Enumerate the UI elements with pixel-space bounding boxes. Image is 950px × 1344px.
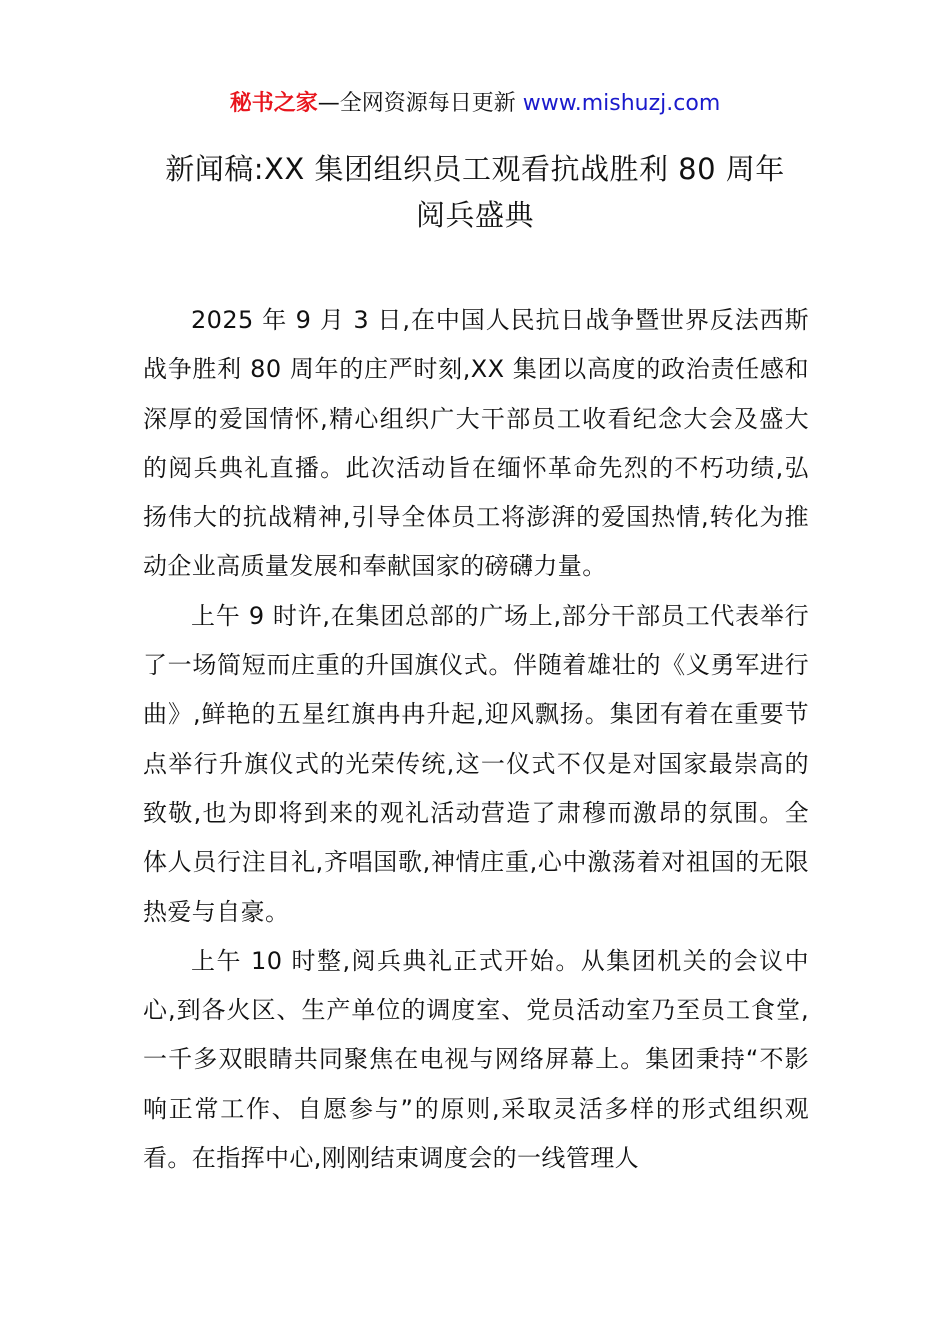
paragraph-3: 上午 10 时整,阅兵典礼正式开始。从集团机关的会议中心,到各火区、生产单位的调度室、党员活动室乃至员工食堂,一千多双眼睛共同聚焦在电视与网络屏幕上。集团秉持“不影响正常工作、自愿参与”的原则,采取灵活多样的形式组织观看。在指挥中心,刚刚结束调度会的一线管理人 [143, 946, 809, 1173]
paragraph-1: 2025 年 9 月 3 日,在中国人民抗日战争暨世界反法西斯战争胜利 80 周年的庄严时刻,XX 集团以高度的政治责任感和深厚的爱国情怀,精心组织广大干部员工收看纪念大会及盛大的阅兵典礼直播。此次活动旨在缅怀革命先烈的不朽功绩,弘扬伟大的抗战精神,引导全体员工将澎湃的爱国热情,转化为推动企业高质量发展和奉献国家的磅礴力量。 [143, 306, 809, 581]
document-body [143, 296, 809, 1183]
site-header [0, 88, 950, 120]
paragraph-2: 上午 9 时许,在集团总部的广场上,部分干部员工代表举行了一场简短而庄重的升国旗仪式。伴随着雄壮的《义勇军进行曲》,鲜艳的五星红旗冉冉升起,迎风飘扬。集团有着在重要节点举行升旗仪式的光荣传统,这一仪式不仅是对国家最崇高的致敬,也为即将到来的观礼活动营造了肃穆而激昂的氛围。全体人员行注目礼,齐唱国歌,神情庄重,心中激荡着对祖国的无限热爱与自豪。 [143, 601, 809, 926]
title-line-1: 新闻稿:XX 集团组织员工观看抗战胜利 80 周年 [165, 152, 785, 186]
document-title [100, 146, 850, 238]
title-line-2: 阅兵盛典 [415, 198, 534, 232]
site-tagline: —全网资源每日更新 [317, 91, 523, 116]
site-url-link[interactable]: www.mishuzj.com [522, 91, 721, 116]
site-brand: 秘书之家 [229, 91, 318, 116]
